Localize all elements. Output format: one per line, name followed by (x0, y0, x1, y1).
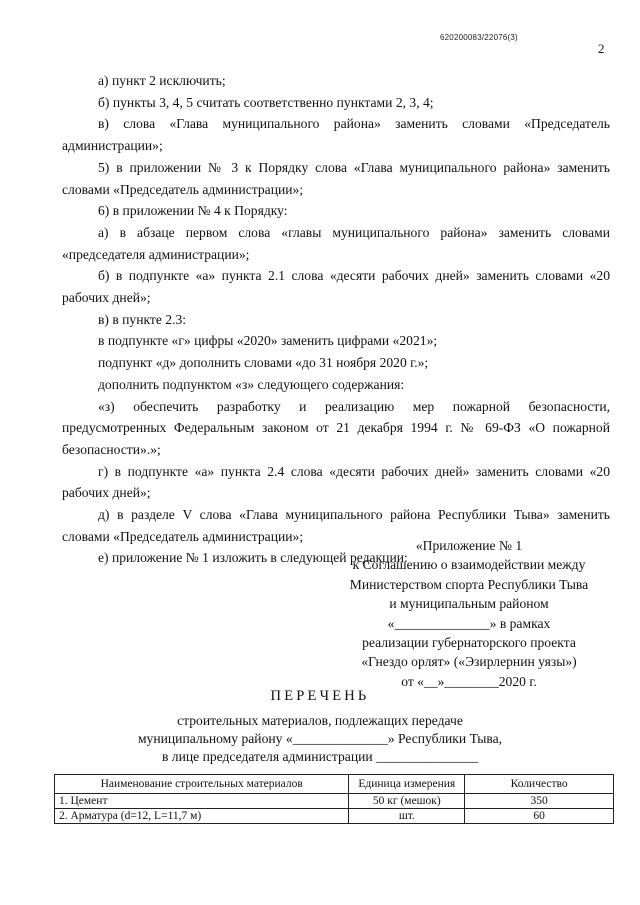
paragraph: д) в разделе V слова «Глава муниципального района Республики Тыва» заменить словами «Председатель администрации»; (62, 507, 610, 544)
paragraph: а) пункт 2 исключить; (98, 73, 226, 88)
list-subtitle (0, 712, 640, 766)
paragraph: в подпункте «г» цифры «2020» заменить цифрами «2021»; (98, 333, 438, 349)
appendix-line: Министерством спорта Республики Тыва (349, 576, 589, 592)
material-unit: шт. (349, 809, 465, 824)
appendix-header (330, 536, 608, 691)
table-row (55, 809, 614, 824)
material-name: 1. Цемент (55, 794, 349, 809)
material-quantity: 350 (465, 794, 614, 809)
subtitle-line: строительных материалов, подлежащих передаче (177, 713, 463, 728)
material-unit: 50 кг (мешок) (349, 794, 465, 809)
page-number: 2 (598, 41, 605, 56)
paragraph: г) в подпункте «а» пункта 2.4 слова «десяти рабочих дней» заменить словами «20 рабочих дней»; (62, 463, 610, 501)
subtitle-line: в лице председателя администрации _______________ (161, 749, 478, 764)
paragraph: «з) обеспечить разработку и реализацию мер пожарной безопасности, предусмотренных Федеральным законом от 21 декабря 1994 г. № 69-ФЗ «О пожарной безопасности».»; (62, 398, 610, 457)
table-row (55, 794, 614, 809)
appendix-line: к Соглашению о взаимодействии между (352, 557, 586, 573)
paragraph: б) в подпункте «а» пункта 2.1 слова «десяти рабочих дней» заменить словами «20 рабочих дней»; (62, 268, 610, 306)
appendix-line: и муниципальным районом (389, 596, 549, 612)
materials-table (54, 774, 614, 824)
paragraph: 6) в приложении № 4 к Порядку: (98, 203, 288, 219)
table-header-row (55, 775, 614, 794)
appendix-line: «Гнездо орлят» («Эзирлернин уязы») (361, 654, 577, 670)
paragraph: е) приложение № 1 изложить в следующей редакции: (98, 550, 408, 566)
paragraph: подпункт «д» дополнить словами «до 31 ноября 2020 г.»; (98, 355, 429, 371)
list-title: ПЕРЕЧЕНЬ (270, 688, 370, 704)
column-header-quantity: Количество (465, 775, 614, 794)
subtitle-line: муниципальному району «______________» Республики Тыва, (137, 731, 503, 746)
material-quantity: 60 (465, 809, 614, 824)
paragraph: б) пункты 3, 4, 5 считать соответственно пунктами 2, 3, 4; (98, 94, 434, 110)
column-header-unit: Единица измерения (349, 775, 465, 794)
amendment-text (62, 70, 610, 569)
document-code: 620200083/22076(3) (440, 33, 518, 42)
paragraph: а) в абзаце первом слова «главы муниципального района» заменить словами «председателя администрации»; (62, 224, 610, 262)
appendix-line: «______________» в рамках (387, 615, 551, 631)
appendix-line: «Приложение № 1 (415, 538, 523, 553)
paragraph: в) в пункте 2.3: (98, 311, 187, 327)
material-name: 2. Арматура (d=12, L=11,7 м) (55, 809, 349, 824)
paragraph: 5) в приложении № 3 к Порядку слова «Глава муниципального района» заменить словами «Председатель администрации»; (62, 159, 610, 197)
paragraph: в) слова «Глава муниципального района» заменить словами «Председатель администрации»; (62, 116, 610, 154)
paragraph: дополнить подпунктом «з» следующего содержания: (98, 376, 405, 392)
column-header-name: Наименование строительных материалов (55, 775, 349, 794)
appendix-line: реализации губернаторского проекта (362, 635, 576, 651)
appendix-line: от «__»________2020 г. (401, 673, 537, 689)
